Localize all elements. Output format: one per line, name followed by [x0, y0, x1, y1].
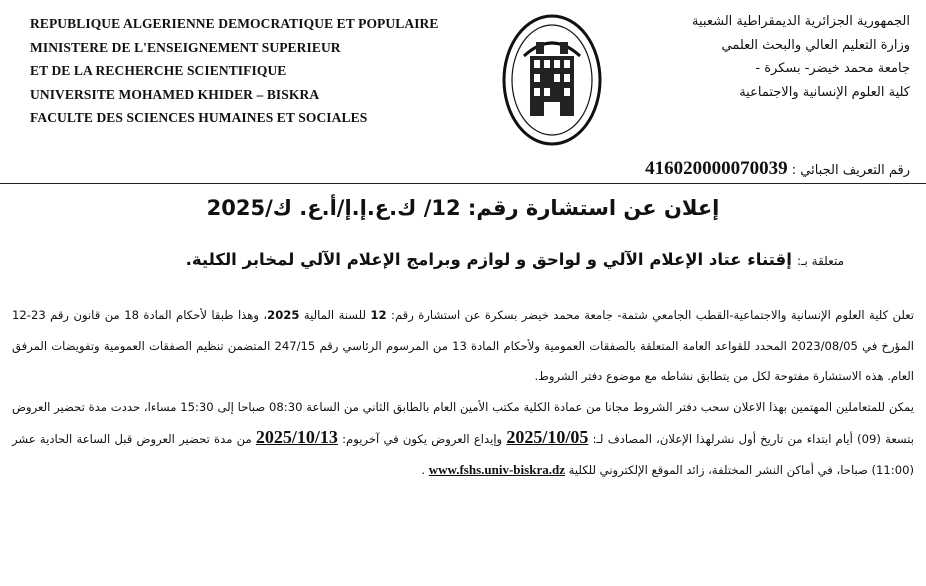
paragraph-1 [12, 300, 914, 392]
publication-date: 2025/10/05 [506, 427, 589, 447]
p2-text-a: يمكن للمتعاملين المهتمين بهذا الاعلان سحب دفتر الشروط مجانا من عمادة الكلية مكتب الأمين العام بالطابق الثاني من الساعة 08:30 صباحا إلى 15:30 مساءا، حددت مدة تحضير العروض بتسعة (09) أيام ابتداء من تاريخ أول نشرلهذا الإعلان، المصادف لـ: [12, 399, 914, 446]
header-fr-line4: UNIVERSITE MOHAMED KHIDER – BISKRA [30, 86, 320, 102]
deposit-date: 2025/10/13 [255, 427, 338, 447]
p2-end: . [421, 462, 426, 477]
paragraph-2 [12, 392, 914, 486]
university-seal-icon [500, 8, 605, 148]
header-ar-line3: جامعة محمد خيضر- بسكرة - [755, 61, 910, 76]
french-header [30, 12, 470, 130]
header-fr-line2: MINISTERE DE L'ENSEIGNEMENT SUPERIEUR [30, 39, 341, 55]
p1-text-b: للسنة المالية [303, 308, 366, 322]
header-ar-line4: كلية العلوم الإنسانية والاجتماعية [739, 84, 910, 100]
header-divider [0, 183, 926, 184]
p1-text-c: ، وهذا طبقا لأحكام المادة 18 من قانون رقم 23-12 المؤرخ في 2023/08/05 المحدد للقواعد العامة المتعلقة بالصفقات العمومية ولأحكام المادة 13 من المرسوم الرئاسي رقم 247/15 المتضمن تنظيم الصفقات العمومية وتفويضات المرفق العام. هذه الاستشارة مفتوحة لكل من يتطابق نشاطه مع موضوع دفتر الشروط. [12, 308, 914, 383]
arabic-header [610, 10, 910, 104]
header-ar-line1: الجمهورية الجزائرية الديمقراطية الشعبية [692, 14, 910, 29]
tax-id-value: 416020000070039 [645, 158, 788, 179]
p2-text-b: وإيداع العروض يكون في آخريوم: [342, 432, 503, 446]
fiscal-year: 2025 [267, 308, 300, 322]
university-logo [500, 8, 605, 148]
p1-text-a: تعلن كلية العلوم الإنسانية والاجتماعية-القطب الجامعي شتمة- جامعة محمد خيضر بسكرة عن استشارة رقم: [391, 308, 915, 322]
announcement-body [12, 300, 914, 485]
header-ar-line2: وزارة التعليم العالي والبحث العلمي [721, 37, 910, 53]
subject-text: إقتناء عتاد الإعلام الآلي و لواحق و لوازم وبرامج الإعلام الآلي لمخابر الكلية. [185, 250, 792, 269]
subject-label: متعلقة بـ: [796, 254, 844, 268]
faculty-website-link[interactable]: www.fshs.univ-biskra.dz [428, 461, 565, 477]
header-fr-line3: ET DE LA RECHERCHE SCIENTIFIQUE [30, 63, 287, 78]
tax-id-label: رقم التعريف الجبائي : [791, 163, 910, 178]
header-fr-line1: REPUBLIQUE ALGERIENNE DEMOCRATIQUE ET POPULAIRE [30, 16, 439, 31]
announcement-subject [186, 250, 844, 269]
announcement-title: إعلان عن استشارة رقم: 12/ ك.ع.إ.إ/أ.ع. ك/2025 [206, 196, 720, 220]
tax-id [645, 158, 910, 180]
header-fr-line5: FACULTE DES SCIENCES HUMAINES ET SOCIALES [30, 110, 368, 125]
p2-text-c: من مدة تحضير العروض قبل الساعة الحادية عشر (11:00) صباحا، في أماكن النشر المختلفة، زائد الموقع الإلكتروني للكلية [12, 432, 914, 477]
consultation-number: 12 [370, 308, 387, 322]
